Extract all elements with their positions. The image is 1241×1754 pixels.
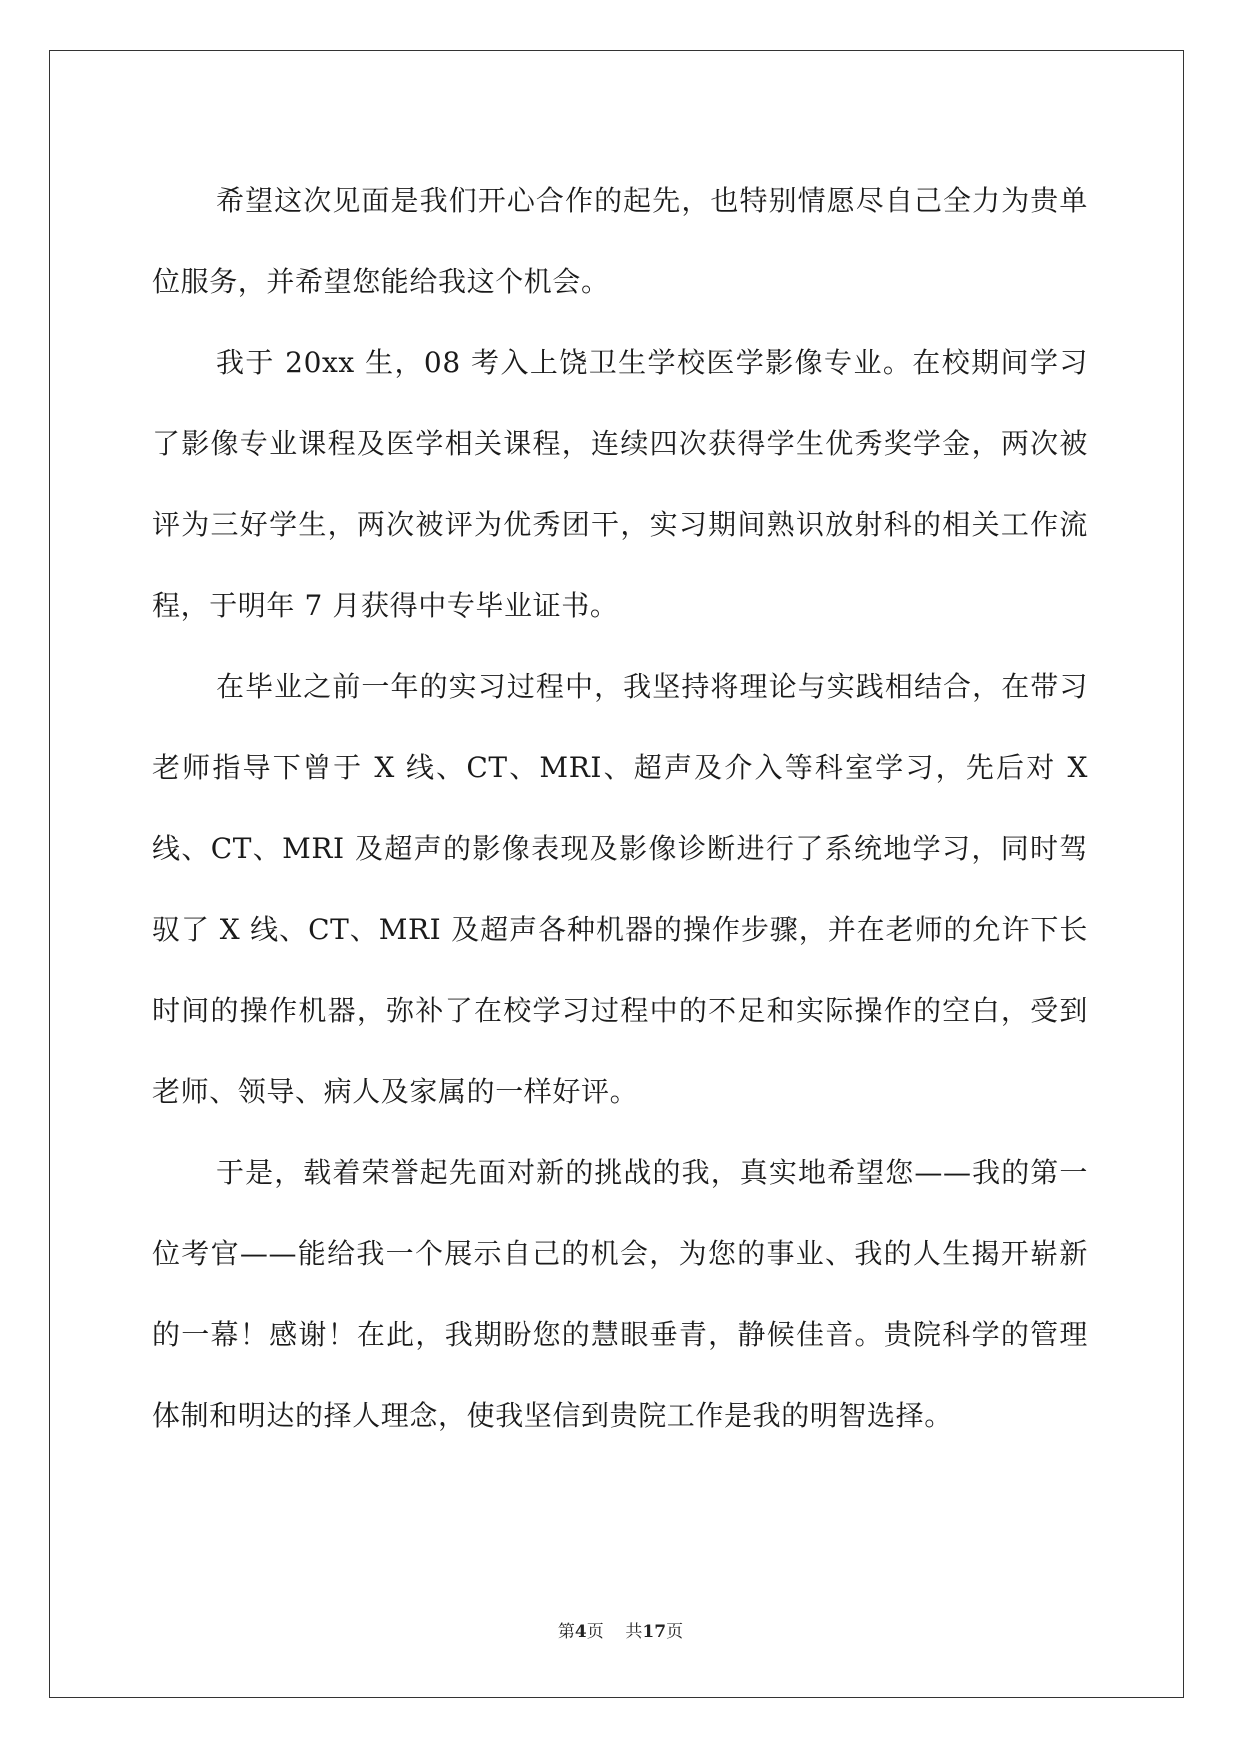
current-page-number: 4: [574, 1622, 587, 1642]
paragraph-1: 希望这次见面是我们开心合作的起先，也特别情愿尽自己全力为贵单位服务，并希望您能给我这个机会。: [152, 184, 1088, 298]
footer-prefix: 第: [557, 1622, 575, 1642]
footer-page-word: 页: [586, 1622, 604, 1642]
footer-total-prefix: 共: [625, 1622, 643, 1642]
paragraph-3: 在毕业之前一年的实习过程中，我坚持将理论与实践相结合，在带习老师指导下曾于 X 线、CT、MRI、超声及介入等科室学习，先后对 X 线、CT、MRI 及超声的影像表现及影像诊断进行了系统地学习，同时驾驭了 X 线、CT、MRI 及超声各种机器的操作步骤，并在老师的允许下长时间的操作机器，弥补了在校学习过程中的不足和实际操作的空白，受到老师、领导、病人及家属的一样好评。: [152, 670, 1088, 1108]
total-pages-number: 17: [642, 1622, 667, 1642]
document-body: [152, 160, 1088, 1456]
paragraph-2: 我于 20xx 生，08 考入上饶卫生学校医学影像专业。在校期间学习了影像专业课程及医学相关课程，连续四次获得学生优秀奖学金，两次被评为三好学生，两次被评为优秀团干，实习期间熟识放射科的相关工作流程，于明年 7 月获得中专毕业证书。: [152, 346, 1088, 622]
page-number-footer: [0, 1617, 1241, 1642]
paragraph-4: 于是，载着荣誉起先面对新的挑战的我，真实地希望您——我的第一位考官——能给我一个展示自己的机会，为您的事业、我的人生揭开崭新的一幕！感谢！在此，我期盼您的慧眼垂青，静候佳音。贵院科学的管理体制和明达的择人理念，使我坚信到贵院工作是我的明智选择。: [152, 1156, 1088, 1432]
footer-total-suffix: 页: [666, 1622, 684, 1642]
